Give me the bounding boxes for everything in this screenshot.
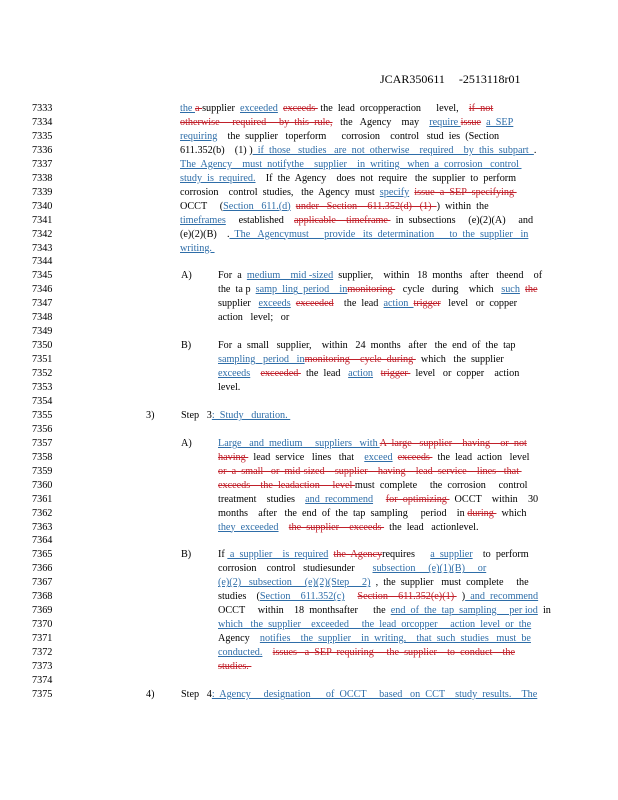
text-line — [0, 200, 618, 213]
inserted-text: action — [383, 298, 414, 310]
line-number: 7365 — [32, 549, 53, 561]
line-number: 7351 — [32, 354, 53, 366]
text-line — [0, 158, 618, 171]
line-number: 7357 — [32, 437, 53, 449]
plain-text: action level; or — [218, 312, 290, 324]
inserted-text: a supplier — [430, 549, 473, 561]
line-number: 7348 — [32, 312, 53, 324]
text-line — [0, 353, 618, 366]
line-text — [180, 144, 536, 157]
text-line — [0, 144, 618, 157]
line-text — [218, 283, 537, 296]
inserted-text: and recommend — [305, 493, 374, 505]
line-text — [218, 660, 251, 673]
text-line — [0, 479, 618, 492]
line-text — [218, 339, 516, 352]
line-number: 7372 — [32, 647, 53, 659]
text-line — [0, 590, 618, 603]
plain-text: level or copper action — [410, 368, 520, 380]
line-number: 7336 — [32, 144, 53, 156]
plain-text: which the supplier — [415, 354, 504, 366]
line-number: 7362 — [32, 507, 53, 519]
deleted-text: issues a SEP requiring the supplier to conduct the — [272, 647, 515, 659]
line-number: 7371 — [32, 633, 53, 645]
line-text — [180, 242, 215, 255]
line-number: 7353 — [32, 382, 53, 393]
line-text — [218, 437, 527, 450]
deleted-text: a — [195, 103, 203, 114]
item-label: 3) — [146, 409, 155, 421]
text-line — [0, 116, 618, 129]
deleted-text: the supplier exceeds — [288, 521, 385, 533]
line-number: 7341 — [32, 214, 53, 226]
line-number: 7364 — [32, 535, 53, 547]
line-text — [181, 409, 290, 422]
inserted-text: study is required. — [180, 172, 256, 184]
plain-text: supplier — [202, 103, 240, 114]
plain-text: . — [533, 144, 537, 156]
text-line — [0, 507, 618, 520]
inserted-text: exceeded — [240, 103, 278, 114]
line-text — [218, 576, 529, 589]
plain-text: must complete the corrosion control — [354, 479, 528, 491]
text-line — [0, 172, 618, 185]
inserted-text: samp ling period in — [255, 284, 348, 296]
line-number: 7333 — [32, 103, 53, 114]
item-label: B) — [181, 549, 192, 561]
line-number: 7360 — [32, 479, 53, 491]
line-text — [218, 353, 504, 366]
plain-text: ) — [456, 591, 466, 603]
line-number: 7367 — [32, 577, 53, 589]
text-line — [0, 283, 618, 296]
inserted-text: The Agency must notifythe supplier in writing when a corrosion control — [180, 158, 522, 170]
plain-text: established — [225, 214, 295, 226]
line-number: 7368 — [32, 591, 53, 603]
text-line — [0, 646, 618, 659]
deleted-text: studies. — [218, 661, 252, 672]
plain-text: If the Agency does not require the supplier to perform — [255, 172, 517, 184]
line-number: 7370 — [32, 619, 53, 631]
line-number: 7338 — [32, 172, 53, 184]
line-text — [218, 604, 551, 617]
line-number: 7335 — [32, 130, 53, 142]
line-number: 7347 — [32, 298, 53, 310]
line-number: 7355 — [32, 409, 53, 421]
inserted-text: subsection (e)(1)(B) or — [372, 563, 487, 575]
line-text — [218, 521, 479, 534]
line-text — [180, 200, 489, 213]
line-number: 7345 — [32, 270, 53, 282]
text-line — [0, 423, 618, 436]
text-line — [0, 688, 618, 701]
text-line — [0, 242, 618, 255]
line-text — [180, 102, 493, 115]
line-text — [218, 493, 538, 506]
plain-text: lead service lines that — [248, 451, 365, 463]
text-line — [0, 548, 618, 561]
deleted-text: exceeded — [295, 298, 334, 310]
text-line — [0, 618, 618, 631]
plain-text: in — [537, 605, 551, 617]
text-line — [0, 604, 618, 617]
plain-text — [373, 494, 386, 505]
line-number: 7373 — [32, 661, 53, 672]
plain-text: Step 4 — [181, 688, 212, 700]
plain-text: the lead orcopperaction level, — [317, 103, 469, 114]
plain-text — [250, 368, 260, 379]
deleted-text: or a small or mid-sized supplier having lead service lines that — [218, 465, 522, 477]
deleted-text: issue — [460, 116, 482, 128]
deleted-text: Section 611.352(e)(1) — [357, 591, 457, 603]
line-number: 7344 — [32, 256, 53, 268]
line-text — [181, 688, 537, 701]
plain-text — [279, 522, 289, 533]
text-line — [0, 186, 618, 199]
plain-text: level or copper — [440, 298, 518, 310]
line-text — [218, 632, 531, 645]
plain-text: the supplier toperform corrosion control stud ies (Section — [217, 130, 500, 142]
deleted-text: issue a SEP specifying — [414, 186, 517, 198]
deleted-text: during — [467, 507, 497, 519]
plain-text: For a small supplier, within 24 months after the end of the tap — [218, 340, 516, 352]
deleted-text: trigger — [413, 298, 441, 310]
line-text — [218, 269, 542, 282]
line-number: 7334 — [32, 116, 53, 128]
line-number: 7350 — [32, 340, 53, 352]
plain-text: , the supplier must complete the — [370, 577, 529, 589]
plain-text: (e)(2)(B) . — [180, 228, 230, 240]
text-line — [0, 339, 618, 352]
document-revision: -2513118r01 — [458, 72, 521, 86]
line-number: 7343 — [32, 242, 53, 254]
deleted-text: monitoring cycle during — [304, 354, 416, 366]
plain-text: For a — [218, 270, 247, 282]
line-text — [218, 311, 289, 324]
line-number: 7361 — [32, 493, 53, 505]
line-number: 7354 — [32, 395, 53, 407]
inserted-text: The Agencymust provide its determination to the supplier in — [229, 228, 529, 240]
plain-text: level. — [218, 382, 241, 393]
plain-text: which — [496, 507, 527, 519]
inserted-text: timeframes — [180, 214, 226, 226]
inserted-text: conducted. — [218, 647, 263, 659]
plain-text: supplier — [218, 298, 259, 310]
line-text — [218, 367, 519, 380]
inserted-text: such — [501, 284, 520, 296]
deleted-text: exceeds — [282, 103, 318, 114]
deleted-text: exceeds — [397, 451, 433, 463]
text-line — [0, 660, 618, 673]
text-line — [0, 395, 618, 408]
item-label: 4) — [146, 688, 155, 700]
deleted-text: exceeds the leadaction level — [218, 479, 355, 491]
text-line — [0, 409, 618, 422]
inserted-text: Section 611.(d) — [223, 200, 291, 212]
deleted-text: A large supplier having or not — [379, 437, 527, 449]
plain-text: the lead action level — [432, 451, 530, 463]
line-number: 7363 — [32, 521, 53, 533]
plain-text — [345, 591, 358, 602]
plain-text: corrosion control studies, the Agency must — [180, 186, 380, 198]
text-line — [0, 521, 618, 534]
line-number: 7359 — [32, 465, 53, 477]
deleted-text: trigger — [380, 368, 411, 380]
inserted-text: Section 611.352(c) — [259, 591, 345, 603]
line-number: 7342 — [32, 228, 53, 240]
line-number: 7356 — [32, 423, 53, 435]
inserted-text: and recommend — [465, 591, 539, 603]
inserted-text: : Study duration. — [211, 409, 291, 421]
deleted-text: monitoring — [347, 284, 396, 296]
plain-text: studies ( — [218, 591, 260, 603]
line-number: 7374 — [32, 674, 53, 686]
inserted-text: a SEP — [486, 116, 514, 128]
inserted-text: medium mid -sized — [246, 270, 334, 282]
plain-text: the lead actionlevel. — [384, 521, 479, 533]
text-line — [0, 674, 618, 687]
item-label: B) — [181, 340, 192, 352]
inserted-text: notifies the supplier in writing, that such studies must be — [259, 633, 531, 645]
text-line — [0, 465, 618, 478]
inserted-text: the — [180, 103, 195, 114]
text-line — [0, 367, 618, 380]
plain-text: cycle during which — [395, 284, 502, 296]
line-text — [218, 590, 538, 603]
plain-text: treatment studies — [218, 493, 306, 505]
text-line — [0, 102, 618, 115]
line-number: 7352 — [32, 368, 53, 380]
text-line — [0, 297, 618, 310]
line-text — [180, 186, 517, 199]
inserted-text: exceeds — [218, 368, 251, 380]
plain-text: corrosion control studiesunder — [218, 563, 373, 575]
line-number: 7349 — [32, 326, 53, 338]
line-text — [180, 130, 499, 143]
plain-text: the Agency may — [332, 116, 430, 128]
inserted-text: (e)(2) subsection (e)(2)(Step 2) — [218, 577, 371, 589]
inserted-text: action — [348, 368, 374, 380]
inserted-text: writing. — [180, 242, 215, 254]
plain-text: ) within the — [436, 200, 489, 212]
deleted-text: for optimizing — [385, 493, 450, 505]
line-number: 7346 — [32, 284, 53, 296]
inserted-text: Large and medium suppliers with — [218, 437, 380, 449]
inserted-text: if those studies are not otherwise required by this subpart — [252, 144, 534, 156]
inserted-text: which the supplier exceeded the lead orcopper action level or the — [218, 619, 532, 631]
line-text — [180, 214, 533, 227]
inserted-text: a supplier is required — [227, 549, 329, 561]
item-label: A) — [181, 270, 192, 282]
item-label: A) — [181, 437, 192, 449]
line-number: 7339 — [32, 186, 53, 198]
text-line — [0, 451, 618, 464]
plain-text: the lead — [333, 298, 384, 310]
deleted-text: applicable timeframe — [294, 214, 391, 226]
text-line — [0, 228, 618, 241]
document-header — [380, 72, 534, 87]
plain-text: OCCT within 30 — [449, 493, 539, 505]
plain-text: in subsections (e)(2)(A) and — [390, 214, 534, 226]
text-line — [0, 562, 618, 575]
line-text — [218, 618, 531, 631]
inserted-text: : Agency designation of OCCT based on CCT study results. The — [211, 688, 538, 700]
line-text — [218, 562, 486, 575]
line-number: 7375 — [32, 688, 53, 700]
line-text — [180, 172, 516, 185]
inserted-text: exceeds — [258, 298, 291, 310]
line-text — [218, 451, 529, 464]
plain-text: to perform — [472, 549, 529, 561]
deleted-text: the Agency — [333, 549, 383, 561]
line-text — [218, 507, 526, 520]
inserted-text: they exceeded — [218, 521, 279, 533]
line-text — [218, 297, 517, 310]
text-line — [0, 255, 618, 268]
deleted-text: otherwise required by this rule, — [180, 116, 333, 128]
line-text — [180, 116, 513, 129]
line-number: 7337 — [32, 158, 53, 170]
plain-text: OCCT within 18 monthsafter the — [218, 605, 391, 617]
line-text — [218, 465, 522, 478]
line-number: 7340 — [32, 200, 53, 212]
deleted-text: if not — [468, 103, 494, 114]
text-line — [0, 534, 618, 547]
line-number: 7369 — [32, 605, 53, 617]
line-text — [180, 228, 528, 241]
inserted-text: require — [429, 116, 461, 128]
text-line — [0, 493, 618, 506]
plain-text: OCCT ( — [180, 200, 224, 212]
text-line — [0, 381, 618, 394]
plain-text: supplier, within 18 months after theend of — [333, 270, 543, 282]
line-number: 7366 — [32, 563, 53, 575]
text-line — [0, 130, 618, 143]
text-line — [0, 325, 618, 338]
line-text — [180, 158, 522, 171]
text-line — [0, 214, 618, 227]
line-number: 7358 — [32, 451, 53, 463]
deleted-text: the — [525, 284, 538, 296]
text-line — [0, 632, 618, 645]
inserted-text: specify — [379, 186, 410, 198]
document-id: JCAR350611 — [380, 72, 445, 86]
plain-text: the lead — [300, 368, 349, 380]
line-text — [218, 381, 240, 394]
inserted-text: end of the tap sampling per iod — [390, 605, 538, 617]
deleted-text: having — [218, 451, 249, 463]
text-line — [0, 576, 618, 589]
line-text — [218, 646, 515, 659]
plain-text: months after the end of the tap sampling period in — [218, 507, 468, 519]
plain-text: Agency — [218, 633, 260, 645]
plain-text — [262, 647, 272, 658]
plain-text: 611.352(b) (1) ) — [180, 144, 253, 156]
line-text — [218, 548, 529, 561]
text-line — [0, 269, 618, 282]
text-line — [0, 311, 618, 324]
inserted-text: requiring — [180, 130, 218, 142]
deleted-text: under Section 611.352(d) (1) — [295, 200, 437, 212]
plain-text: If — [218, 549, 228, 561]
plain-text: the ta p — [218, 284, 256, 296]
line-text — [218, 479, 528, 492]
inserted-text: sampling period in — [218, 354, 305, 366]
text-line — [0, 437, 618, 450]
deleted-text: exceeded — [260, 368, 301, 380]
plain-text: Step 3 — [181, 409, 212, 421]
plain-text — [373, 368, 381, 379]
inserted-text: exceed — [364, 451, 393, 463]
plain-text: requires — [382, 549, 431, 561]
